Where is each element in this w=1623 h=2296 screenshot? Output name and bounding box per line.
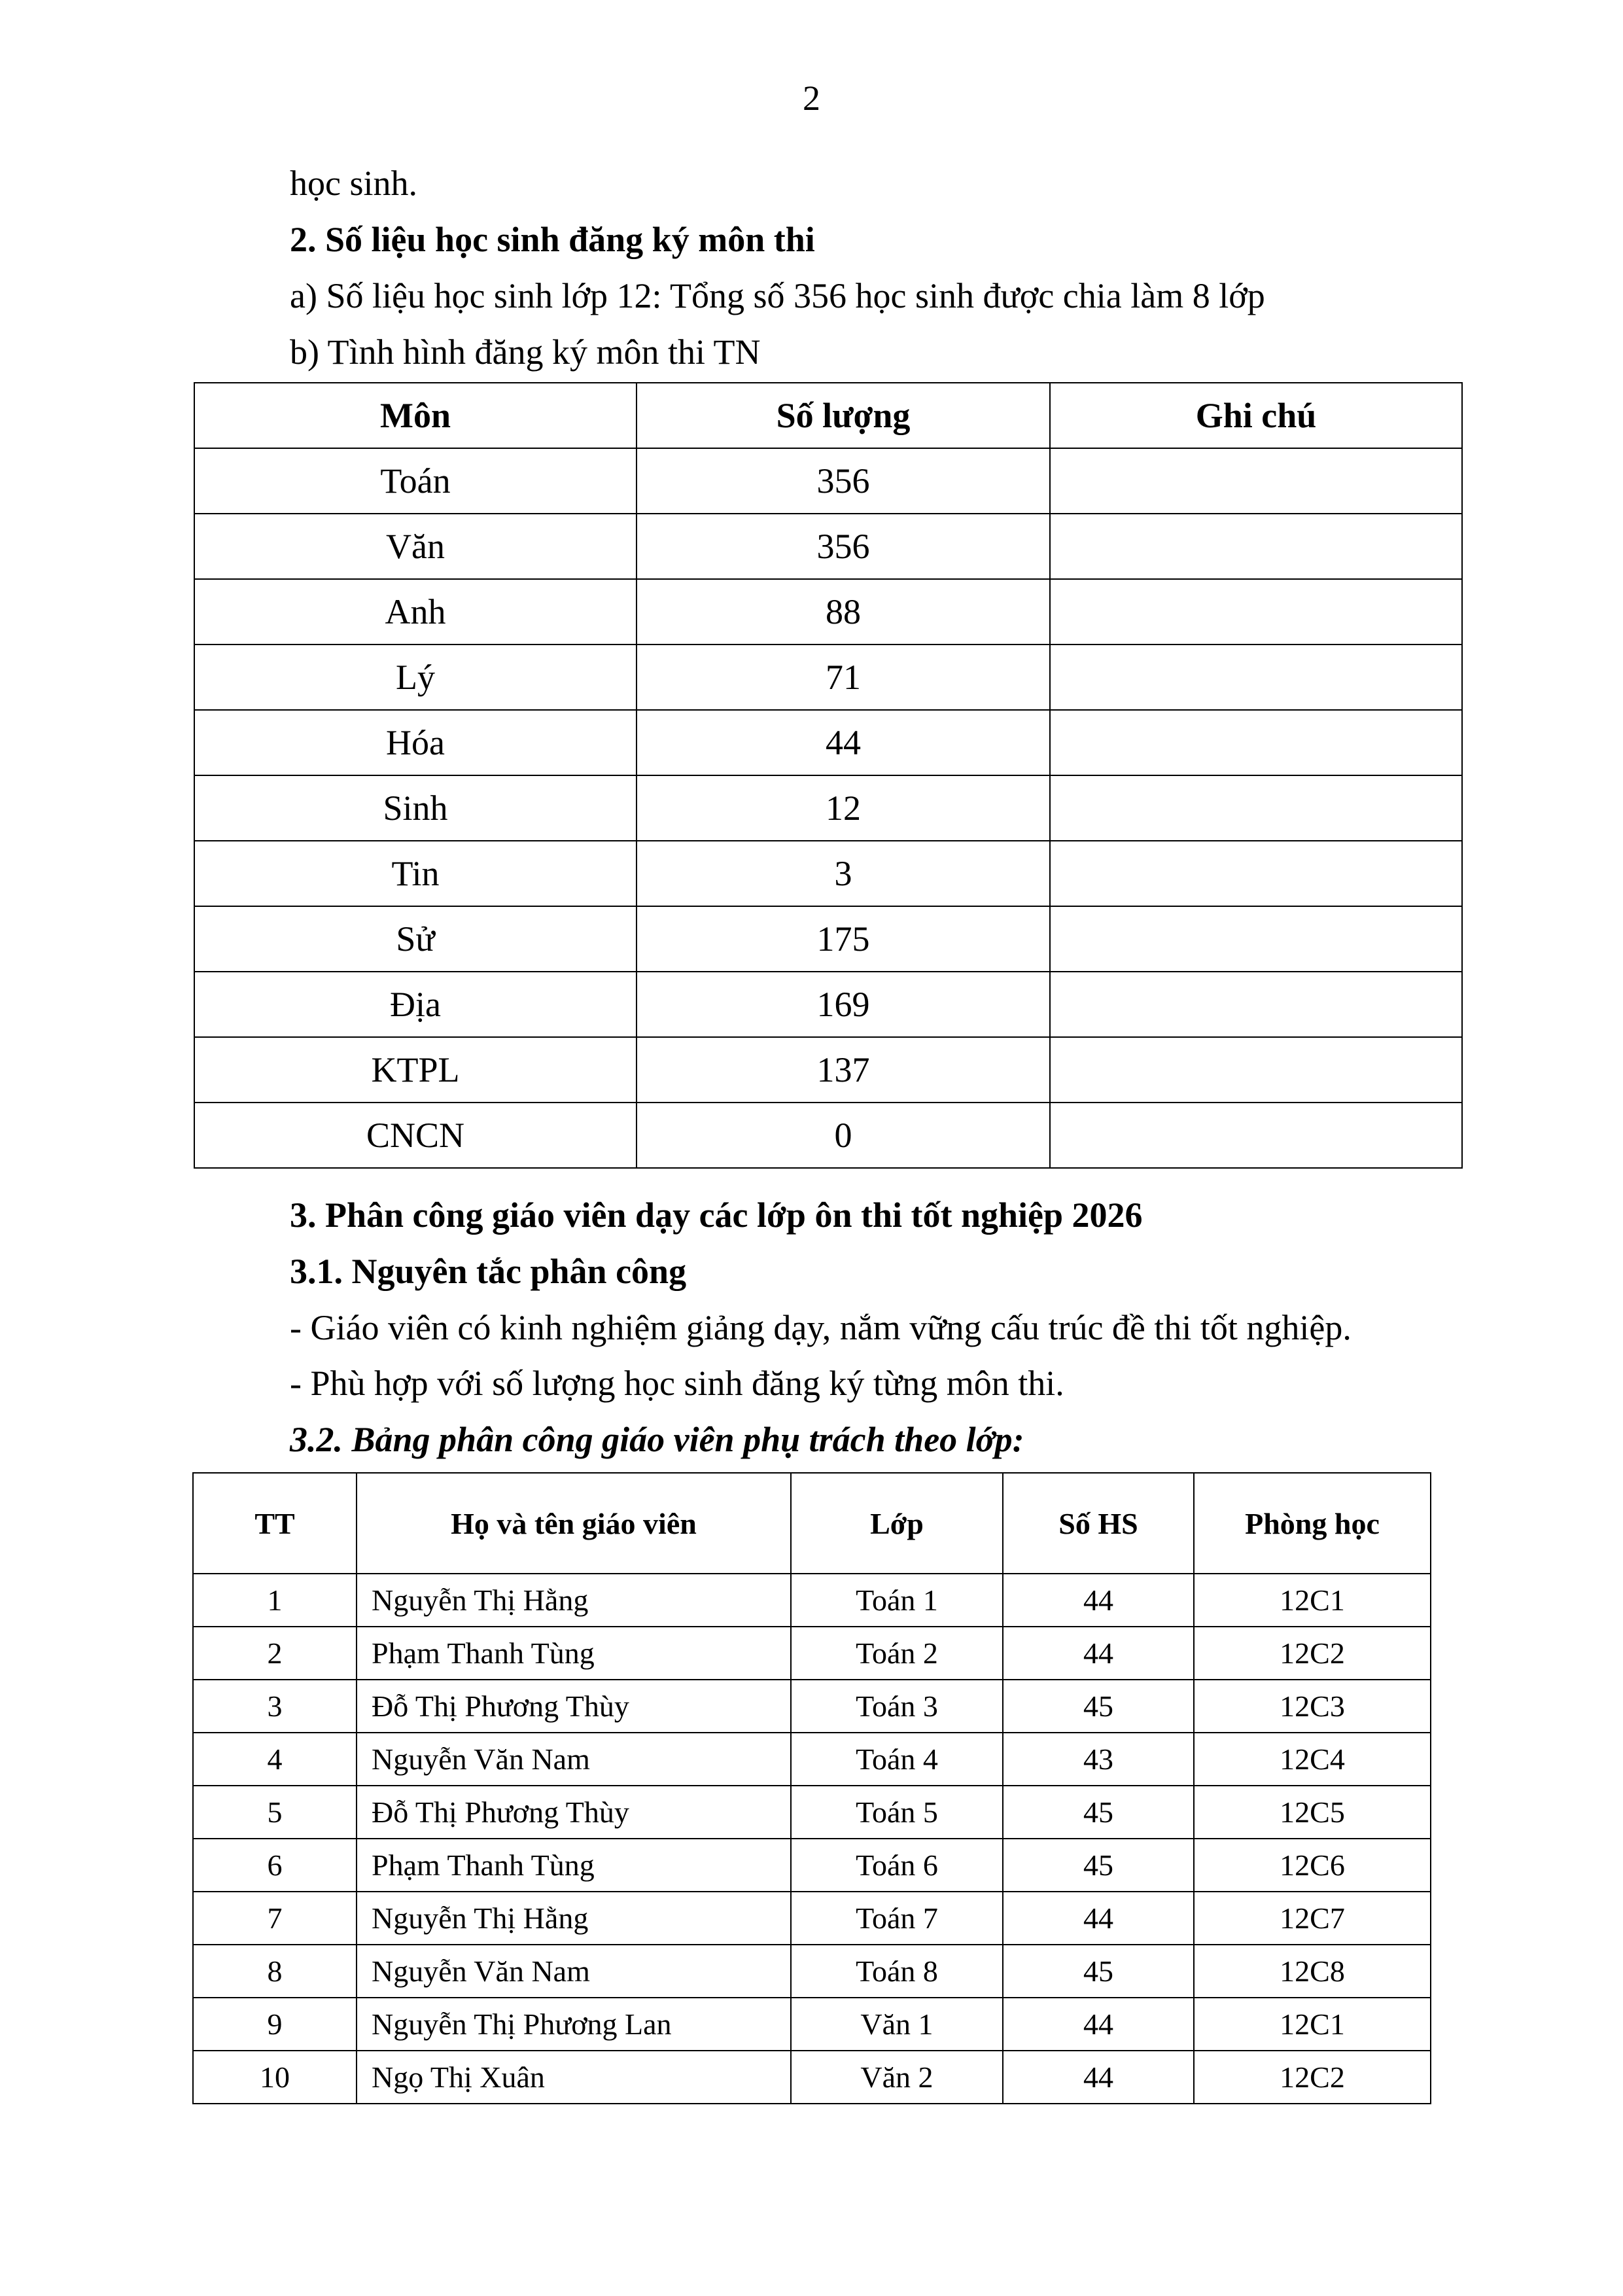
section3-heading: 3. Phân công giáo viên dạy các lớp ôn thi tốt nghiệp 2026 xyxy=(290,1195,1143,1235)
tt-cell: 1 xyxy=(193,1574,357,1627)
table-row xyxy=(193,1733,1431,1786)
students-cell: 44 xyxy=(1003,1627,1194,1680)
subject-cell: Toán xyxy=(194,448,637,514)
teacher-name-cell: Nguyễn Văn Nam xyxy=(357,1945,791,1998)
class-cell: Toán 1 xyxy=(791,1574,1003,1627)
table-row xyxy=(193,1998,1431,2051)
tt-cell: 4 xyxy=(193,1733,357,1786)
room-cell: 12C1 xyxy=(1194,1574,1431,1627)
note-cell xyxy=(1050,906,1462,972)
table-row xyxy=(193,1680,1431,1733)
table-row xyxy=(193,1945,1431,1998)
teacher-name-cell: Phạm Thanh Tùng xyxy=(357,1627,791,1680)
header-note: Ghi chú xyxy=(1050,383,1462,448)
class-cell: Toán 8 xyxy=(791,1945,1003,1998)
section2-para-b: b) Tình hình đăng ký môn thi TN xyxy=(290,332,761,372)
table-row xyxy=(194,710,1462,775)
teacher-assignment-table xyxy=(192,1472,1431,2104)
header-class: Lớp xyxy=(791,1473,1003,1574)
students-cell: 45 xyxy=(1003,1680,1194,1733)
note-cell xyxy=(1050,1103,1462,1168)
room-cell: 12C5 xyxy=(1194,1786,1431,1839)
table-row xyxy=(193,1892,1431,1945)
section3-1-heading: 3.1. Nguyên tắc phân công xyxy=(290,1252,687,1291)
tt-cell: 7 xyxy=(193,1892,357,1945)
note-cell xyxy=(1050,645,1462,710)
note-cell xyxy=(1050,514,1462,579)
count-cell: 88 xyxy=(637,579,1050,645)
class-cell: Văn 1 xyxy=(791,1998,1003,2051)
teacher-name-cell: Nguyễn Thị Hằng xyxy=(357,1574,791,1627)
students-cell: 45 xyxy=(1003,1945,1194,1998)
table-row xyxy=(194,1037,1462,1103)
note-cell xyxy=(1050,775,1462,841)
teacher-name-cell: Phạm Thanh Tùng xyxy=(357,1839,791,1892)
count-cell: 137 xyxy=(637,1037,1050,1103)
tt-cell: 8 xyxy=(193,1945,357,1998)
page-number: 2 xyxy=(803,79,820,118)
room-cell: 12C7 xyxy=(1194,1892,1431,1945)
header-teacher-name: Họ và tên giáo viên xyxy=(357,1473,791,1574)
table-row xyxy=(194,448,1462,514)
room-cell: 12C3 xyxy=(1194,1680,1431,1733)
subject-cell: Sử xyxy=(194,906,637,972)
subject-cell: Lý xyxy=(194,645,637,710)
students-cell: 45 xyxy=(1003,1786,1194,1839)
students-cell: 44 xyxy=(1003,1998,1194,2051)
teacher-name-cell: Nguyễn Thị Hằng xyxy=(357,1892,791,1945)
count-cell: 0 xyxy=(637,1103,1050,1168)
note-cell xyxy=(1050,448,1462,514)
section3-2-heading: 3.2. Bảng phân công giáo viên phụ trách theo lớp: xyxy=(290,1420,1024,1459)
students-cell: 43 xyxy=(1003,1733,1194,1786)
table-row xyxy=(193,1627,1431,1680)
header-count: Số lượng xyxy=(637,383,1050,448)
header-students: Số HS xyxy=(1003,1473,1194,1574)
subject-table-header-row xyxy=(194,383,1462,448)
class-cell: Toán 7 xyxy=(791,1892,1003,1945)
room-cell: 12C1 xyxy=(1194,1998,1431,2051)
note-cell xyxy=(1050,1037,1462,1103)
tt-cell: 5 xyxy=(193,1786,357,1839)
table-row xyxy=(193,1839,1431,1892)
room-cell: 12C6 xyxy=(1194,1839,1431,1892)
subject-cell: Địa xyxy=(194,972,637,1037)
note-cell xyxy=(1050,972,1462,1037)
students-cell: 45 xyxy=(1003,1839,1194,1892)
class-cell: Toán 2 xyxy=(791,1627,1003,1680)
subject-cell: KTPL xyxy=(194,1037,637,1103)
class-cell: Toán 5 xyxy=(791,1786,1003,1839)
count-cell: 12 xyxy=(637,775,1050,841)
bullet-1: - Giáo viên có kinh nghiệm giảng dạy, nắm vững cấu trúc đề thi tốt nghiệp. xyxy=(290,1308,1352,1347)
header-room: Phòng học xyxy=(1194,1473,1431,1574)
count-cell: 175 xyxy=(637,906,1050,972)
table-row xyxy=(194,972,1462,1037)
teacher-name-cell: Đỗ Thị Phương Thùy xyxy=(357,1786,791,1839)
count-cell: 356 xyxy=(637,448,1050,514)
subject-registration-table xyxy=(194,382,1463,1169)
class-cell: Toán 6 xyxy=(791,1839,1003,1892)
table-row xyxy=(194,514,1462,579)
bullet-2: - Phù hợp với số lượng học sinh đăng ký từng môn thi. xyxy=(290,1364,1064,1403)
teacher-name-cell: Đỗ Thị Phương Thùy xyxy=(357,1680,791,1733)
tt-cell: 10 xyxy=(193,2051,357,2104)
table-row xyxy=(193,1574,1431,1627)
room-cell: 12C8 xyxy=(1194,1945,1431,1998)
count-cell: 71 xyxy=(637,645,1050,710)
room-cell: 12C2 xyxy=(1194,1627,1431,1680)
teacher-name-cell: Nguyễn Văn Nam xyxy=(357,1733,791,1786)
table-row xyxy=(194,645,1462,710)
subject-cell: Sinh xyxy=(194,775,637,841)
table-row xyxy=(194,1103,1462,1168)
teacher-name-cell: Nguyễn Thị Phương Lan xyxy=(357,1998,791,2051)
table-row xyxy=(194,841,1462,906)
class-cell: Toán 4 xyxy=(791,1733,1003,1786)
subject-cell: Tin xyxy=(194,841,637,906)
teacher-name-cell: Ngọ Thị Xuân xyxy=(357,2051,791,2104)
class-cell: Văn 2 xyxy=(791,2051,1003,2104)
subject-cell: Hóa xyxy=(194,710,637,775)
table-row xyxy=(193,1786,1431,1839)
table-row xyxy=(193,2051,1431,2104)
students-cell: 44 xyxy=(1003,1892,1194,1945)
header-subject: Môn xyxy=(194,383,637,448)
table-row xyxy=(194,579,1462,645)
subject-cell: Văn xyxy=(194,514,637,579)
note-cell xyxy=(1050,841,1462,906)
room-cell: 12C4 xyxy=(1194,1733,1431,1786)
count-cell: 356 xyxy=(637,514,1050,579)
room-cell: 12C2 xyxy=(1194,2051,1431,2104)
subject-cell: Anh xyxy=(194,579,637,645)
tt-cell: 9 xyxy=(193,1998,357,2051)
count-cell: 3 xyxy=(637,841,1050,906)
tt-cell: 3 xyxy=(193,1680,357,1733)
table-row xyxy=(194,775,1462,841)
class-cell: Toán 3 xyxy=(791,1680,1003,1733)
students-cell: 44 xyxy=(1003,1574,1194,1627)
tt-cell: 6 xyxy=(193,1839,357,1892)
section2-heading: 2. Số liệu học sinh đăng ký môn thi xyxy=(290,220,815,259)
note-cell xyxy=(1050,710,1462,775)
count-cell: 169 xyxy=(637,972,1050,1037)
teacher-table-header-row xyxy=(193,1473,1431,1574)
table-row xyxy=(194,906,1462,972)
tt-cell: 2 xyxy=(193,1627,357,1680)
count-cell: 44 xyxy=(637,710,1050,775)
note-cell xyxy=(1050,579,1462,645)
subject-cell: CNCN xyxy=(194,1103,637,1168)
section2-para-a: a) Số liệu học sinh lớp 12: Tổng số 356 học sinh được chia làm 8 lớp xyxy=(290,276,1265,315)
intro-continuation: học sinh. xyxy=(290,164,417,203)
students-cell: 44 xyxy=(1003,2051,1194,2104)
header-tt: TT xyxy=(193,1473,357,1574)
